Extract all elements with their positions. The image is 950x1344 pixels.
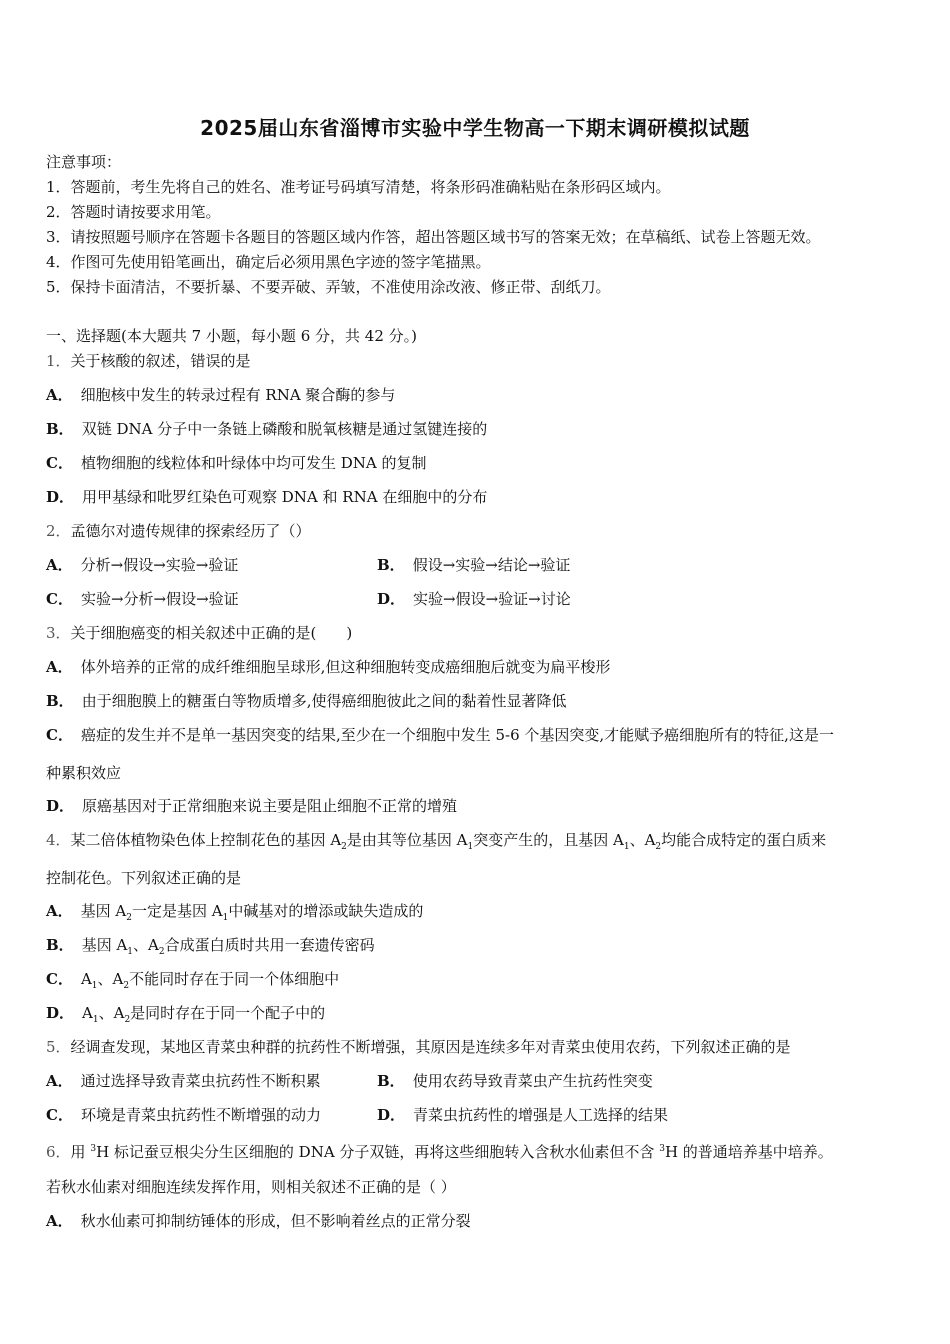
- notice-heading: 注意事项：: [46, 153, 122, 171]
- notice-item: 5．保持卡面清洁，不要折暴、不要弄破、弄皱，不准使用涂改液、修正带、刮纸刀。: [46, 278, 611, 296]
- notice-item: 2．答题时请按要求用笔。: [46, 203, 221, 221]
- question-4-stem: 4．某二倍体植物染色体上控制花色的基因 $A_2$是由其等位基因 $A_1$突变产生的，且基因 $A_1$、$A_2$均能合成特定的蛋白质来: [46, 831, 827, 852]
- question-number: 4．: [46, 831, 71, 849]
- notice-item: 3．请按照题号顺序在答题卡各题目的答题区域内作答，超出答题区域书写的答案无效；在草稿纸、试卷上答题无效。: [46, 228, 821, 246]
- question-4-stem-cont: 控制花色。下列叙述正确的是: [46, 869, 242, 887]
- question-5-stem: 5．经调查发现，某地区青菜虫种群的抗药性不断增强，其原因是连续多年对青菜虫使用农药，下列叙述正确的是: [46, 1038, 791, 1056]
- question-6-stem: 6．用 $^3$H 标记蚕豆根尖分生区细胞的 DNA 分子双链，再将这些细胞转入含秋水仙素但不含 $^3$H 的普通培养基中培养。: [46, 1143, 833, 1161]
- q4-option-a: A． 基因 $A_2$一定是基因 $A_1$中碱基对的增添或缺失造成的: [46, 902, 424, 923]
- question-number: 1．: [46, 352, 71, 370]
- q4-option-d: D． $A_1$、$A_2$是同时存在于同一个配子中的: [46, 1004, 326, 1025]
- notice-item: 4．作图可先使用铅笔画出，确定后必须用黑色字迹的签字笔描黑。: [46, 253, 491, 271]
- q5-option-a: A． 通过选择导致青菜虫抗药性不断积累: [46, 1072, 321, 1090]
- question-number: 2．: [46, 522, 71, 540]
- page-title: 2025届山东省淄博市实验中学生物高一下期末调研模拟试题: [200, 116, 750, 140]
- q3-option-c: C． 癌症的发生并不是单一基因突变的结果,至少在一个细胞中发生 5-6 个基因突变,才能赋予癌细胞所有的特征,这是一: [46, 726, 834, 744]
- q2-option-d: D． 实验→假设→验证→讨论: [377, 590, 571, 608]
- question-number: 5．: [46, 1038, 71, 1056]
- question-1-stem: 1．关于核酸的叙述，错误的是: [46, 352, 251, 370]
- q4-option-b: B． 基因 $A_1$、$A_2$合成蛋白质时共用一套遗传密码: [46, 936, 375, 957]
- q2-option-b: B． 假设→实验→结论→验证: [377, 556, 571, 574]
- q2-option-c: C． 实验→分析→假设→验证: [46, 590, 239, 608]
- question-2-stem: 2．孟德尔对遗传规律的探索经历了（）: [46, 522, 311, 540]
- question-6-stem-cont: 若秋水仙素对细胞连续发挥作用，则相关叙述不正确的是（ ）: [46, 1178, 456, 1196]
- q2-option-a: A． 分析→假设→实验→验证: [46, 556, 239, 574]
- q1-option-b: B． 双链 DNA 分子中一条链上磷酸和脱氧核糖是通过氢键连接的: [46, 420, 488, 438]
- q1-option-d: D． 用甲基绿和吡罗红染色可观察 DNA 和 RNA 在细胞中的分布: [46, 488, 488, 506]
- q1-option-a: A． 细胞核中发生的转录过程有 RNA 聚合酶的参与: [46, 386, 396, 404]
- question-number: 6．: [46, 1143, 71, 1161]
- question-number: 3．: [46, 624, 71, 642]
- q1-option-c: C． 植物细胞的线粒体和叶绿体中均可发生 DNA 的复制: [46, 454, 427, 472]
- q3-option-a: A． 体外培养的正常的成纤维细胞呈球形,但这种细胞转变成癌细胞后就变为扁平梭形: [46, 658, 611, 676]
- q6-option-a: A． 秋水仙素可抑制纺锤体的形成，但不影响着丝点的正常分裂: [46, 1212, 471, 1230]
- q3-option-d: D． 原癌基因对于正常细胞来说主要是阻止细胞不正常的增殖: [46, 797, 458, 815]
- q3-option-b: B． 由于细胞膜上的糖蛋白等物质增多,使得癌细胞彼此之间的黏着性显著降低: [46, 692, 567, 710]
- question-3-stem: 3．关于细胞癌变的相关叙述中正确的是( ): [46, 624, 353, 642]
- notice-item: 1．答题前，考生先将自己的姓名、准考证号码填写清楚，将条形码准确粘贴在条形码区域内。: [46, 178, 671, 196]
- q5-option-d: D． 青菜虫抗药性的增强是人工选择的结果: [377, 1106, 669, 1124]
- q4-option-c: C． $A_1$、$A_2$不能同时存在于同一个体细胞中: [46, 970, 340, 991]
- q3-option-c-cont: 种累积效应: [46, 764, 122, 782]
- q5-option-c: C． 环境是青菜虫抗药性不断增强的动力: [46, 1106, 321, 1124]
- section-heading: 一、选择题(本大题共 7 小题，每小题 6 分，共 42 分。): [46, 327, 417, 345]
- q5-option-b: B． 使用农药导致青菜虫产生抗药性突变: [377, 1072, 653, 1090]
